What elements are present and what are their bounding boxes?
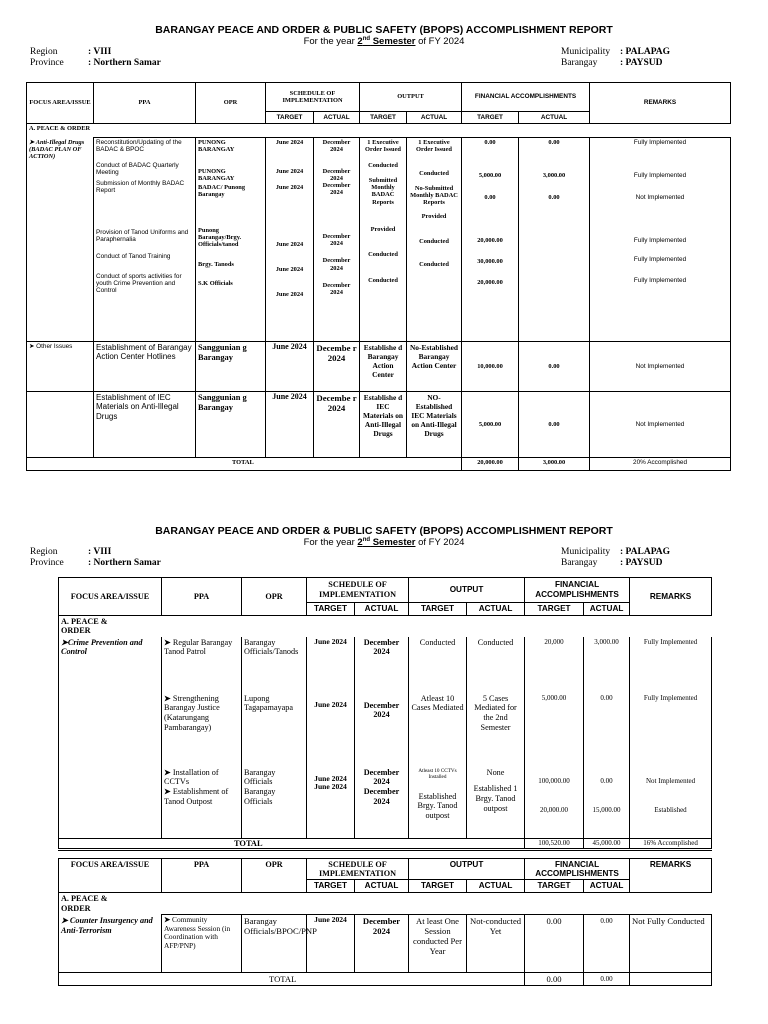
sched-target: June 2024 [275,291,304,299]
header-ppa: PPA [162,578,242,616]
fin-target: 20,000.00 [540,806,569,815]
remarks-item: Fully Implemented [633,236,687,244]
opr-item: PUNONG BARANGAY [198,139,235,154]
section-text: A. PEACE & ORDER [29,125,91,132]
accomplishment-table-3 [58,858,712,986]
sched-target: June 2024 [275,168,304,176]
fin-target-cell [462,138,519,342]
output-actual: Provided [421,212,447,220]
ppa-arrow: ➤ [164,637,173,647]
opr-other: Sanggunian g Barangay [196,342,266,392]
header-opr: OPR [196,83,266,124]
province-value: : Northern Samar [88,58,161,68]
header-ppa: PPA [162,859,242,893]
fin-target: 5,000.00 [462,392,519,458]
header-target: TARGET [409,603,467,616]
section-text: A. PEACE & ORDER [61,616,108,636]
barangay-label: Barangay [561,58,598,68]
header-focus: FOCUS AREA/ISSUE [59,578,162,616]
sched-actual: December 2024 [355,693,409,767]
total-target: 20,000.00 [462,458,519,471]
sched-actual-cell [314,138,360,342]
fin-target: 20,000.00 [477,236,503,244]
accomplishment-table-1 [26,82,731,471]
total-label: TOTAL [59,839,525,850]
ppa-arrow: ➤ [164,693,173,703]
province-label: Province [30,58,64,68]
header-focus: FOCUS AREA/ISSUE [59,859,162,893]
section-label [59,893,712,915]
output-actual-cell [407,138,462,342]
report-subtitle [0,36,768,47]
ppa-text: Establishment of Tanod Outpost [164,786,229,806]
header-target: TARGET [266,112,314,124]
fin-actual: 0.00 [548,193,560,201]
sched-actual: Decembe r 2024 [314,392,360,458]
ppa-text: Installation of CCTVs [164,767,219,787]
output-actual: Not-conducted Yet [467,915,525,973]
focus-sub: Crime Prevention and Control [61,637,143,657]
fin-target: 0.00 [525,915,584,973]
opr-item: Barangay Officials [244,767,276,787]
output-actual: NO-Established IEC Materials on Anti-Illegal Drugs [407,392,462,458]
remarks-cell [630,767,712,839]
header-schedule: SCHEDULE OF IMPLEMENTATION [307,578,409,603]
total-target: 100,520.00 [525,839,584,850]
ppa-item: Regular Barangay Tanod Patrol [164,637,233,657]
fin-actual: 15,000.00 [592,806,621,815]
output-target-cell [409,767,467,839]
ppa-cell [162,637,242,693]
output-target: At least One Session conducted Per Year [409,915,467,973]
opr-item: PUNONG BARANGAY [198,167,235,182]
fin-target: 5,000.00 [478,172,502,180]
header-target: TARGET [409,880,467,893]
header-output: OUTPUT [409,578,525,603]
sched-actual: December 2024 [363,767,400,787]
focus-other-text: Other Issues [36,343,73,350]
output-actual: No-Submitted Monthly BADAC Reports [410,184,458,207]
subtitle-semester-num: 2 [357,537,363,549]
ppa-other: Establishment of Barangay Action Center Hotlines [94,342,196,392]
header-financial: FINANCIAL ACCOMPLISHMENTS [462,83,590,112]
subtitle-suffix: of FY 2024 [415,36,465,48]
output-actual: No-Established Barangay Action Center [407,342,462,392]
output-target: Establishe d Barangay Action Center [360,342,407,392]
total-remarks: 16% Accomplished [630,839,712,850]
header-target: TARGET [307,880,355,893]
opr-item: Punong Barangay/Brgy. Officials/tanod [198,226,242,249]
section-label [59,615,712,637]
header-actual: ACTUAL [355,603,409,616]
focus-empty [27,392,94,458]
sched-actual: December 2024 [322,281,351,297]
output-target: Established Brgy. Tanod outpost [417,791,458,820]
header-output: OUTPUT [360,83,462,112]
total-label: TOTAL [59,973,525,986]
meta-left-1 [30,47,161,69]
remarks-item: Fully Implemented [633,172,687,180]
header-remarks: REMARKS [590,83,731,124]
fin-target: 20,000 [525,637,584,693]
output-actual: Conducted [419,169,449,177]
sched-actual: December 2024 [322,257,351,272]
region-label: Region [30,47,58,57]
output-target: Conducted [368,161,398,169]
output-target-cell [360,138,407,342]
sched-actual: December 2024 [322,182,351,197]
sched-target: June 2024 [307,693,355,767]
header-remarks: REMARKS [630,578,712,616]
region-label: Region [30,547,58,557]
output-target: Conducted [409,637,467,693]
fin-actual: 0.00 [519,342,590,392]
focus-sub: Counter Insurgency and Anti-Terrorism [61,915,153,935]
fin-target: 0.00 [484,139,496,146]
ppa-arrow: ➤ [164,915,173,925]
fin-actual: 0.00 [548,139,560,146]
sched-actual: December 2024 [322,232,351,248]
header-actual: ACTUAL [314,112,360,124]
remarks-item: Fully Implemented [633,139,687,146]
subtitle-semester-num: 2 [357,36,363,48]
municipality-label: Municipality [561,547,611,557]
output-actual: Conducted [419,238,449,246]
header-actual: ACTUAL [584,603,630,616]
opr-other: Sanggunian g Barangay [196,392,266,458]
focus-cell [27,138,94,342]
ppa-item: Conduct of BADAC Quarterly Meeting [96,161,179,176]
output-actual: Conducted [419,261,449,269]
total-actual: 45,000.00 [584,839,630,850]
sched-target: June 2024 [307,637,355,693]
subtitle-semester-sup: nd [362,537,371,543]
output-actual: Conducted [467,637,525,693]
ppa-cell [162,693,242,767]
fin-actual: 0.00 [584,915,630,973]
focus-other [27,342,94,392]
header-financial: FINANCIAL ACCOMPLISHMENTS [525,859,630,880]
header-focus: FOCUS AREA/ISSUE [27,83,94,124]
fin-target: 100,000.00 [538,776,570,785]
opr-cell: Lupong Tagapamayapa [242,693,307,767]
remarks-item: Fully Implemented [630,637,712,693]
fin-actual: 0.00 [519,392,590,458]
header-target: TARGET [525,603,584,616]
ppa-cell [162,915,242,973]
province-value: : Northern Samar [88,558,161,568]
remarks-item: Established [654,806,687,815]
sched-actual: Decembe r 2024 [314,342,360,392]
remarks-cell [590,138,731,342]
subtitle-prefix: For the year [303,537,358,549]
sched-actual: December 2024 [322,167,351,182]
opr-item: Barangay Officials [244,786,276,806]
sched-actual: December 2024 [363,786,400,806]
subtitle-semester-sup: nd [362,36,371,42]
focus-sub: Anti-Illegal Drugs (BADAC PLAN OF ACTION) [29,138,85,161]
header-actual: ACTUAL [519,112,590,124]
focus-cell [59,915,162,973]
header-actual: ACTUAL [467,603,525,616]
fin-actual-cell [584,767,630,839]
header-target: TARGET [462,112,519,124]
remarks-item: Not Implemented [645,776,696,785]
opr-cell [196,138,266,342]
header-actual: ACTUAL [355,880,409,893]
sched-target: June 2024 [275,183,304,191]
fin-target: 30,000.00 [477,258,503,266]
sched-target: June 2024 [314,773,347,783]
report-title: BARANGAY PEACE AND ORDER & PUBLIC SAFETY (BPOPS) ACCOMPLISHMENT REPORT [155,24,613,36]
municipality-label: Municipality [561,47,611,57]
total-remarks: 20% Accomplished [590,458,731,471]
section-text: A. PEACE & ORDER [61,894,108,913]
remarks-item: Fully Implemented [633,277,687,285]
ppa-item [164,787,239,806]
fin-actual: 0.00 [584,693,630,767]
remarks-item: Not Fully Conducted [630,915,712,973]
ppa-item: Submission of Monthly BADAC Report [96,180,185,195]
ppa-item: Conduct of Tanod Training [96,253,171,261]
subtitle-suffix: of FY 2024 [415,537,465,549]
header-ppa: PPA [94,83,196,124]
remarks-item: Not Implemented [635,193,685,201]
ppa-item [164,768,239,787]
header-financial: FINANCIAL ACCOMPLISHMENTS [525,578,630,603]
output-target: Provided [370,226,396,234]
fin-actual: 3,000.00 [542,172,566,180]
ppa-cell [94,138,196,342]
focus-cell [59,637,162,693]
fin-target: 10,000.00 [462,342,519,392]
fin-target: 0.00 [484,193,496,201]
ppa-other: Establishment of IEC Materials on Anti-Illegal Drugs [94,392,196,458]
region-value: : VIII [88,47,112,57]
total-actual: 0.00 [584,973,630,986]
remarks-item: Not Implemented [590,392,731,458]
sched-actual-cell [355,767,409,839]
report-header-1 [0,24,768,47]
output-actual: Established 1 Brgy. Tanod outpost [473,784,518,813]
report-title: BARANGAY PEACE AND ORDER & PUBLIC SAFETY (BPOPS) ACCOMPLISHMENT REPORT [155,525,613,537]
remarks-item: Not Implemented [590,342,731,392]
sched-target: June 2024 [275,240,304,248]
header-actual: ACTUAL [407,112,462,124]
focus-arrow: ➤ [61,637,68,647]
header-schedule: SCHEDULE OF IMPLEMENTATION [266,83,360,112]
header-target: TARGET [525,880,584,893]
output-actual-cell [467,767,525,839]
output-target: Establishe d IEC Materials on Anti-Illegal Drugs [360,392,407,458]
opr-item: BADAC/ Punong Barangay [198,184,246,199]
fin-actual: 3,000.00 [584,637,630,693]
ppa-item: Reconstitution/Updating of the BADAC & BPOC [96,139,182,154]
output-target: Atleast 10 CCTVs Installed [418,767,457,780]
remarks-item: Fully Implemented [633,256,687,264]
ppa-arrow: ➤ [164,767,173,777]
header-target: TARGET [360,112,407,124]
header-target: TARGET [307,603,355,616]
opr-item: S.K Officials [198,279,233,287]
accomplishment-table-2 [58,577,712,851]
municipality-value: : PALAPAG [620,47,671,57]
total-label: TOTAL [27,458,462,471]
meta-right-2 [561,547,670,569]
header-actual: ACTUAL [467,880,525,893]
ppa-item: Community Awareness Session (in Coordination with AFP/PNP) [164,915,231,950]
ppa-cell [162,767,242,839]
sched-target: June 2024 [266,392,314,458]
barangay-value: : PAYSUD [620,558,663,568]
header-actual: ACTUAL [584,880,630,893]
output-target: Conducted [368,276,398,284]
opr-cell [242,767,307,839]
header-output: OUTPUT [409,859,525,880]
barangay-value: : PAYSUD [620,58,663,68]
output-target: Submitted Monthly BADAC Reports [368,176,398,206]
meta-left-2 [30,547,161,569]
fin-actual-cell [519,138,590,342]
ppa-item: Conduct of sports activities for youth Crime Prevention and Control [96,272,182,295]
barangay-label: Barangay [561,558,598,568]
other-arrow: ➤ [29,343,37,350]
header-opr: OPR [242,578,307,616]
opr-cell: Barangay Officials/Tanods [242,637,307,693]
sched-actual: December 2024 [355,915,409,973]
subtitle-semester-word: Semester [370,36,416,48]
fin-actual: 0.00 [600,776,613,785]
output-actual: 5 Cases Mediated for the 2nd Semester [467,693,525,767]
meta-right-1 [561,47,670,69]
total-actual: 3,000.00 [519,458,590,471]
region-value: : VIII [88,547,112,557]
fin-target-cell [525,767,584,839]
opr-cell: Barangay Officials/BPOC/PNP [242,915,307,973]
fin-target: 5,000.00 [525,693,584,767]
remarks-item: Fully Implemented [630,693,712,767]
sched-target: June 2024 [307,915,355,973]
header-schedule: SCHEDULE OF IMPLEMENTATION [307,859,409,880]
total-target: 0.00 [525,973,584,986]
municipality-value: : PALAPAG [620,547,671,557]
total-remarks-empty [630,973,712,986]
focus-empty [59,767,162,839]
report-header-2 [0,525,768,548]
focus-empty [59,693,162,767]
ppa-item: Provision of Tanod Uniforms and Paraphernalia [96,228,189,244]
sched-actual: December 2024 [355,637,409,693]
sched-actual: December 2024 [322,139,351,154]
ppa-item: Strengthening Barangay Justice (Katarungang Pambarangay) [164,693,220,732]
fin-target: 20,000.00 [477,279,503,287]
header-remarks: REMARKS [630,859,712,893]
section-label [27,124,731,138]
focus-arrow: ➤ [61,915,70,925]
sched-target: June 2024 [266,342,314,392]
ppa-arrow: ➤ [164,786,173,796]
header-opr: OPR [242,859,307,893]
sched-target: June 2024 [314,782,347,792]
output-target: 1 Executive Order Issued [365,139,401,154]
sched-target: June 2024 [275,266,304,274]
sched-target: June 2024 [275,139,304,146]
sched-target-cell [307,767,355,839]
output-actual: 1 Executive Order Issued [416,139,452,154]
focus-arrow: ➤ [29,138,36,146]
province-label: Province [30,558,64,568]
output-actual: None [486,767,505,777]
output-target: Atleast 10 Cases Mediated [409,693,467,767]
opr-item: Brgy. Tanods [198,260,234,268]
output-target: Conducted [368,251,398,259]
subtitle-semester-word: Semester [370,537,416,549]
subtitle-prefix: For the year [303,36,358,48]
sched-target-cell [266,138,314,342]
